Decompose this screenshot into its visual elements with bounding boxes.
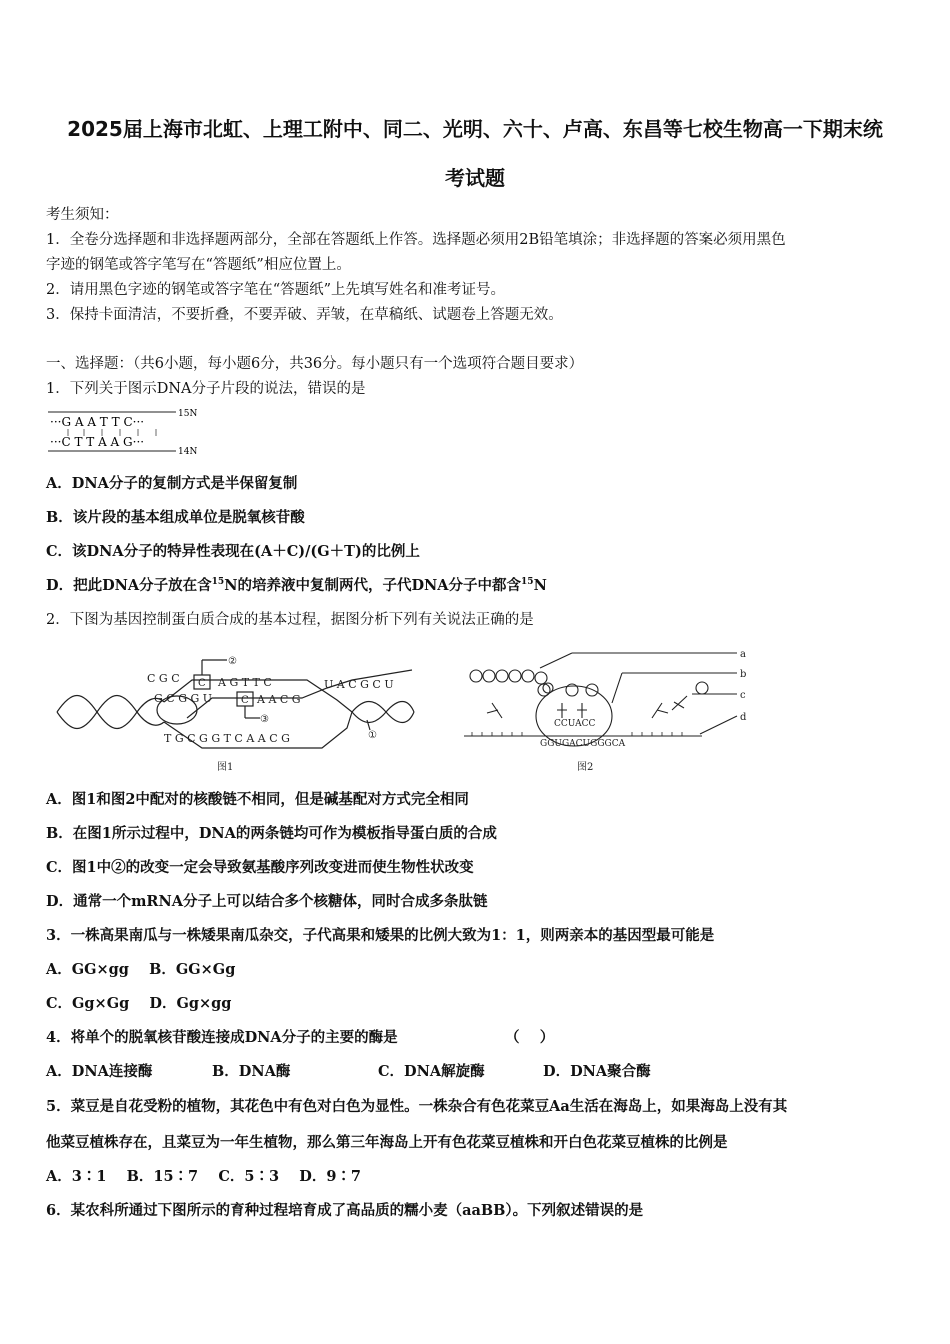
marker-3: ③ [260,714,269,725]
q4-stem: 4．将单个的脱氧核苷酸连接成DNA分子的主要的酶是 [46,1029,398,1046]
notice-item-3: 3．保持卡面清洁，不要折叠，不要弄破、弄皱，在草稿纸、试题卷上答题无效。 [46,307,563,323]
notice-item-1a: 1．全卷分选择题和非选择题两部分，全部在答题纸上作答。选择题必须用2B铅笔填涂；非选择题的答案必须用黑色 [46,232,786,248]
q2-option-c: C．图1中②的改变一定会导致氨基酸序列改变进而使生物性状改变 [46,859,474,876]
fig2-label-b: b [740,669,747,680]
marker-2: ② [228,656,237,667]
seq-mid-1: G C G G U [154,692,213,705]
fig2-mrna-seq: GGUGACUGGGCA [540,739,626,749]
q3-options-cd: C．Gg×Gg D．Gg×gg [46,995,232,1012]
q1-option-d: D．把此DNA分子放在含$^{15}$N的培养液中复制两代，子代DNA分子中都含$^{15}$N [46,577,547,594]
notice-heading: 考生须知： [46,207,119,223]
notice-item-1b: 字迹的钢笔或答字笔写在“答题纸”相应位置上。 [46,257,351,273]
exam-title-line1: 2025届上海市北虹、上理工附中、同二、光明、六十、卢高、东昌等七校生物高一下期末统 [67,117,883,141]
q6-stem: 6．某农科所通过下图所示的育种过程培育成了高品质的糯小麦（aaBB）。下列叙述错误的是 [46,1202,644,1219]
seq-mid-2: A A C G [257,693,301,706]
q1-option-c: C．该DNA分子的特异性表现在(A＋C)/(G＋T)的比例上 [46,543,420,560]
q4-option-d: D．DNA聚合酶 [543,1063,651,1080]
dna-bottom-strand: ···C T T A A G··· [50,435,145,449]
seq-box-1: C [198,678,206,689]
fig2-codons: CCUACC [554,719,596,729]
fig2-label-c: c [740,690,746,701]
q4-option-a: A．DNA连接酶 [46,1063,153,1080]
seq-top-1: C G C [147,672,180,685]
fig2-caption: 图2 [577,762,594,773]
exam-title-line2: 考试题 [445,166,505,190]
notice-item-2: 2．请用黑色字迹的钢笔或答字笔在“答题纸”上先填写姓名和准考证号。 [46,282,506,298]
q5-stem-2: 他菜豆植株存在，且菜豆为一年生植物，那么第三年海岛上开有色花菜豆植株和开白色花菜豆植株的比例是 [46,1134,728,1151]
fig1-caption: 图1 [217,762,234,773]
q4-answer-paren: （ ） [505,1029,555,1046]
dna-fragment-figure [46,404,216,460]
q3-options-ab: A．GG×gg B．GG×Gg [46,961,236,978]
q2-option-a: A．图1和图2中配对的核酸链不相同，但是碱基配对方式完全相同 [46,791,469,808]
dna-top-strand: ···G A A T T C··· [50,415,145,429]
fig2-label-d: d [740,712,747,723]
q1-option-a: A．DNA分子的复制方式是半保留复制 [46,475,298,492]
q2-option-d: D．通常一个mRNA分子上可以结合多个核糖体，同时合成多条肽链 [46,893,488,910]
seq-mrna-tail: U A C G C U [324,678,394,691]
marker-1: ① [368,730,377,741]
q1-stem: 1．下列关于图示DNA分子片段的说法，错误的是 [46,381,366,397]
gene-expression-figure-2 [462,648,752,776]
q4-option-c: C．DNA解旋酶 [378,1063,485,1080]
q5-stem-1: 5．菜豆是自花受粉的植物，其花色中有色对白色为显性。一株杂合有色花菜豆Aa生活在海岛上，如果海岛上没有其 [46,1098,788,1115]
label-15n: 15N [178,409,198,419]
seq-top-2: A G T T C [218,676,272,689]
gene-expression-figure-1 [52,650,422,776]
q2-stem: 2．下图为基因控制蛋白质合成的基本过程，据图分析下列有关说法正确的是 [46,612,534,628]
q1-option-b: B．该片段的基本组成单位是脱氧核苷酸 [46,509,305,526]
seq-bottom: T G C G G T C A A C G [164,732,290,745]
q3-stem: 3．一株高果南瓜与一株矮果南瓜杂交，子代高果和矮果的比例大致为1：1，则两亲本的基因型最可能是 [46,927,715,944]
label-14n: 14N [178,447,198,457]
q2-option-b: B．在图1所示过程中，DNA的两条链均可作为模板指导蛋白质的合成 [46,825,497,842]
fig2-label-a: a [740,649,746,660]
q5-options: A．3∶1 B．15∶7 C．5∶3 D．9∶7 [46,1168,361,1185]
q4-option-b: B．DNA酶 [212,1063,291,1080]
seq-box-2: C [241,695,249,706]
section-heading: 一、选择题：（共6小题，每小题6分，共36分。每小题只有一个选项符合题目要求） [46,356,584,372]
